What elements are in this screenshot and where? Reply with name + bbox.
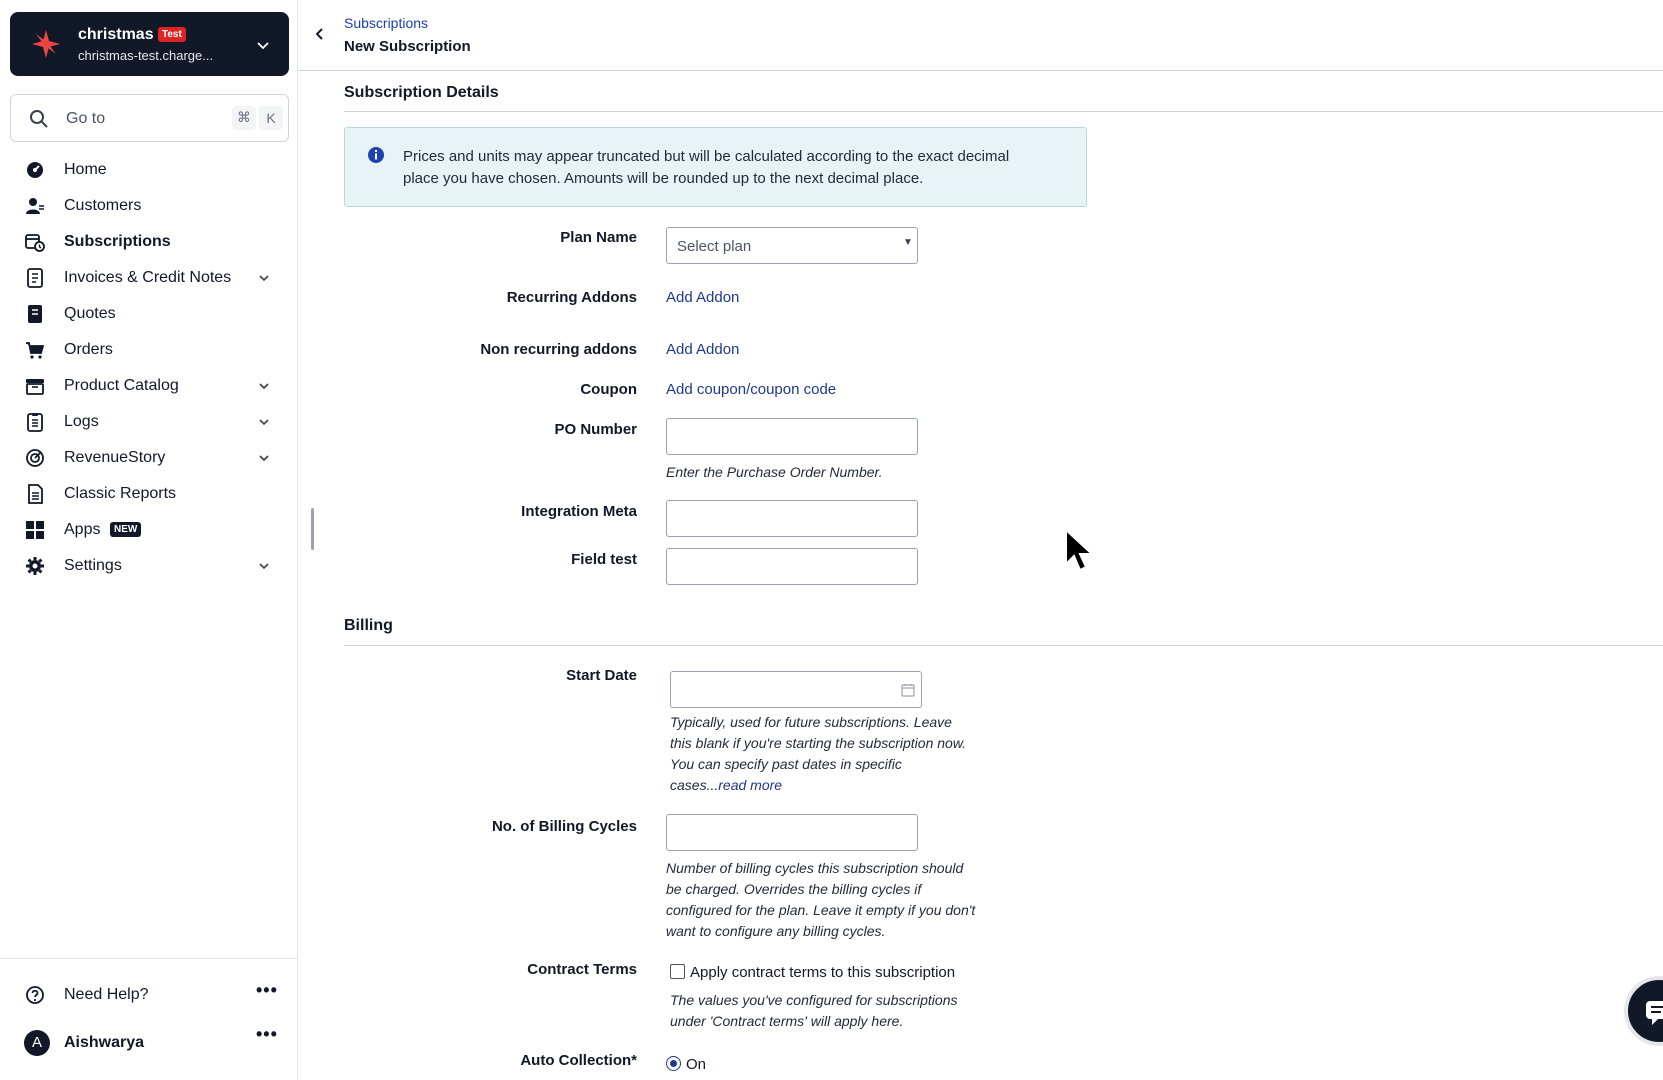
- coupon-label: Coupon: [580, 381, 637, 398]
- start-date-label: Start Date: [566, 667, 637, 684]
- sidebar-item-logs[interactable]: [24, 405, 278, 439]
- goto-placeholder: Go to: [66, 110, 106, 127]
- billing-cycles-input[interactable]: [666, 814, 918, 851]
- start-date-help-text: Typically, used for future subscriptions. Leave this blank if you're starting the subscription now. You can specify past dates in specific cases...: [670, 714, 967, 793]
- plan-select-value: Select plan: [677, 238, 752, 255]
- po-number-input[interactable]: [666, 418, 918, 455]
- add-coupon-link[interactable]: Add coupon/coupon code: [666, 381, 837, 398]
- sidebar: [0, 0, 298, 1080]
- auto-collection-on-label[interactable]: On: [686, 1056, 707, 1073]
- main-content: [298, 0, 1663, 1080]
- user-menu[interactable]: [24, 1026, 278, 1060]
- sidebar-item-label: Settings: [64, 557, 122, 574]
- start-date-help: [670, 712, 970, 796]
- search-icon: [29, 109, 49, 129]
- help-label: Need Help?: [64, 986, 149, 1003]
- gear-icon: [24, 555, 46, 577]
- chevron-down-icon: [258, 560, 270, 572]
- more-icon[interactable]: •••: [256, 980, 278, 1000]
- add-nonrecurring-addon-link[interactable]: Add Addon: [666, 341, 740, 358]
- sidebar-item-label: Logs: [64, 413, 99, 430]
- add-recurring-addon-link[interactable]: Add Addon: [666, 289, 740, 306]
- caret-down-icon: ▼: [903, 237, 913, 248]
- po-number-label: PO Number: [554, 421, 637, 438]
- test-badge: Test: [158, 27, 186, 42]
- sidebar-item-subscriptions[interactable]: [24, 225, 278, 259]
- sidebar-item-label: Customers: [64, 197, 142, 214]
- contract-terms-label: Contract Terms: [527, 961, 637, 978]
- po-number-help: Enter the Purchase Order Number.: [666, 464, 883, 480]
- section-title-billing: Billing: [344, 617, 393, 634]
- mouse-cursor-icon: [1064, 528, 1096, 576]
- plan-label: Plan Name: [560, 229, 637, 246]
- auto-collection-label: Auto Collection*: [520, 1052, 637, 1069]
- sidebar-item-quotes[interactable]: [24, 297, 278, 331]
- site-domain: christmas-test.charge...: [78, 48, 214, 63]
- sidebar-item-orders[interactable]: [24, 333, 278, 367]
- sidebar-item-customers[interactable]: [24, 189, 278, 223]
- calendar-icon[interactable]: [901, 683, 915, 697]
- sidebar-item-label: Apps: [64, 521, 101, 538]
- back-arrow-icon[interactable]: [312, 26, 328, 42]
- sidebar-item-product-catalog[interactable]: [24, 369, 278, 403]
- plan-select[interactable]: [666, 227, 918, 264]
- contract-terms-checkbox-label[interactable]: Apply contract terms to this subscription: [690, 964, 956, 981]
- section-divider: [344, 111, 1663, 112]
- apps-icon: [24, 519, 46, 541]
- contract-terms-help: The values you've configured for subscriptions under 'Contract terms' will apply here.: [670, 992, 958, 1029]
- sidebar-item-home[interactable]: [24, 153, 278, 187]
- need-help[interactable]: [24, 978, 278, 1012]
- auto-collection-on-radio[interactable]: [666, 1056, 681, 1071]
- brand-logo-icon: [30, 28, 62, 60]
- sidebar-item-label: Home: [64, 161, 107, 178]
- catalog-icon: [24, 375, 46, 397]
- sidebar-item-classic-reports[interactable]: [24, 477, 278, 511]
- sidebar-item-label: Quotes: [64, 305, 116, 322]
- more-icon[interactable]: •••: [256, 1024, 278, 1044]
- invoice-icon: [24, 267, 46, 289]
- billing-cycles-label: No. of Billing Cycles: [491, 818, 637, 835]
- page-title: New Subscription: [344, 38, 471, 55]
- sidebar-item-label: Orders: [64, 341, 113, 358]
- sidebar-item-revenuestory[interactable]: [24, 441, 278, 475]
- chevron-down-icon: [258, 452, 270, 464]
- sidebar-item-label: RevenueStory: [64, 449, 166, 466]
- site-name: christmas: [78, 26, 154, 43]
- sidebar-item-label: Subscriptions: [64, 233, 171, 250]
- avatar[interactable]: A: [24, 1030, 50, 1056]
- chevron-down-icon: [258, 380, 270, 392]
- sidebar-item-invoices[interactable]: [24, 261, 278, 295]
- revenue-icon: [24, 447, 46, 469]
- integration-meta-label: Integration Meta: [521, 503, 637, 520]
- sidebar-divider: [0, 958, 298, 959]
- user-name: Aishwarya: [64, 1034, 145, 1051]
- nonrecurring-addons-label: Non recurring addons: [480, 341, 637, 358]
- cart-icon: [24, 339, 46, 361]
- reports-icon: [24, 483, 46, 505]
- chevron-down-icon: [256, 38, 270, 52]
- chevron-down-icon: [258, 272, 270, 284]
- section-title-details: Subscription Details: [344, 84, 499, 101]
- field-test-label: Field test: [571, 551, 637, 568]
- quotes-icon: [24, 303, 46, 325]
- shortcut-key: K: [259, 106, 283, 130]
- contract-terms-checkbox[interactable]: [670, 964, 685, 979]
- shortcut-cmd: ⌘: [232, 106, 256, 130]
- info-notice: [344, 127, 1087, 207]
- breadcrumb[interactable]: Subscriptions: [344, 15, 429, 31]
- sidebar-item-settings[interactable]: [24, 549, 278, 583]
- integration-meta-input[interactable]: [666, 500, 918, 537]
- sidebar-item-label: Classic Reports: [64, 485, 177, 502]
- recurring-addons-label: Recurring Addons: [506, 289, 637, 306]
- customers-icon: [24, 195, 46, 217]
- info-icon: [367, 146, 385, 164]
- subscriptions-icon: [24, 231, 46, 253]
- read-more-link[interactable]: read more: [718, 777, 783, 793]
- site-switcher[interactable]: [10, 12, 289, 76]
- chevron-down-icon: [258, 416, 270, 428]
- section-divider: [344, 645, 1663, 646]
- help-icon: [24, 984, 46, 1006]
- logs-icon: [24, 411, 46, 433]
- info-text: Prices and units may appear truncated but will be calculated according to the exact decimal place you have chosen. Amounts will be rounded up to the next decimal place.: [403, 148, 1010, 187]
- field-test-input[interactable]: [666, 548, 918, 585]
- sidebar-item-apps[interactable]: [24, 513, 278, 547]
- new-badge: NEW: [110, 522, 141, 537]
- goto-search[interactable]: [10, 94, 289, 142]
- header-divider: [298, 70, 1663, 71]
- sidebar-item-label: Product Catalog: [64, 377, 179, 394]
- start-date-input[interactable]: [670, 671, 922, 708]
- sidebar-item-label: Invoices & Credit Notes: [64, 269, 232, 286]
- chat-icon: [1644, 998, 1663, 1026]
- dashboard-icon: [24, 159, 46, 181]
- billing-cycles-help: Number of billing cycles this subscription should be charged. Overrides the billing cycles if configured for the plan. Leave it empty if you don't want to configure any billing cycles.: [666, 860, 976, 939]
